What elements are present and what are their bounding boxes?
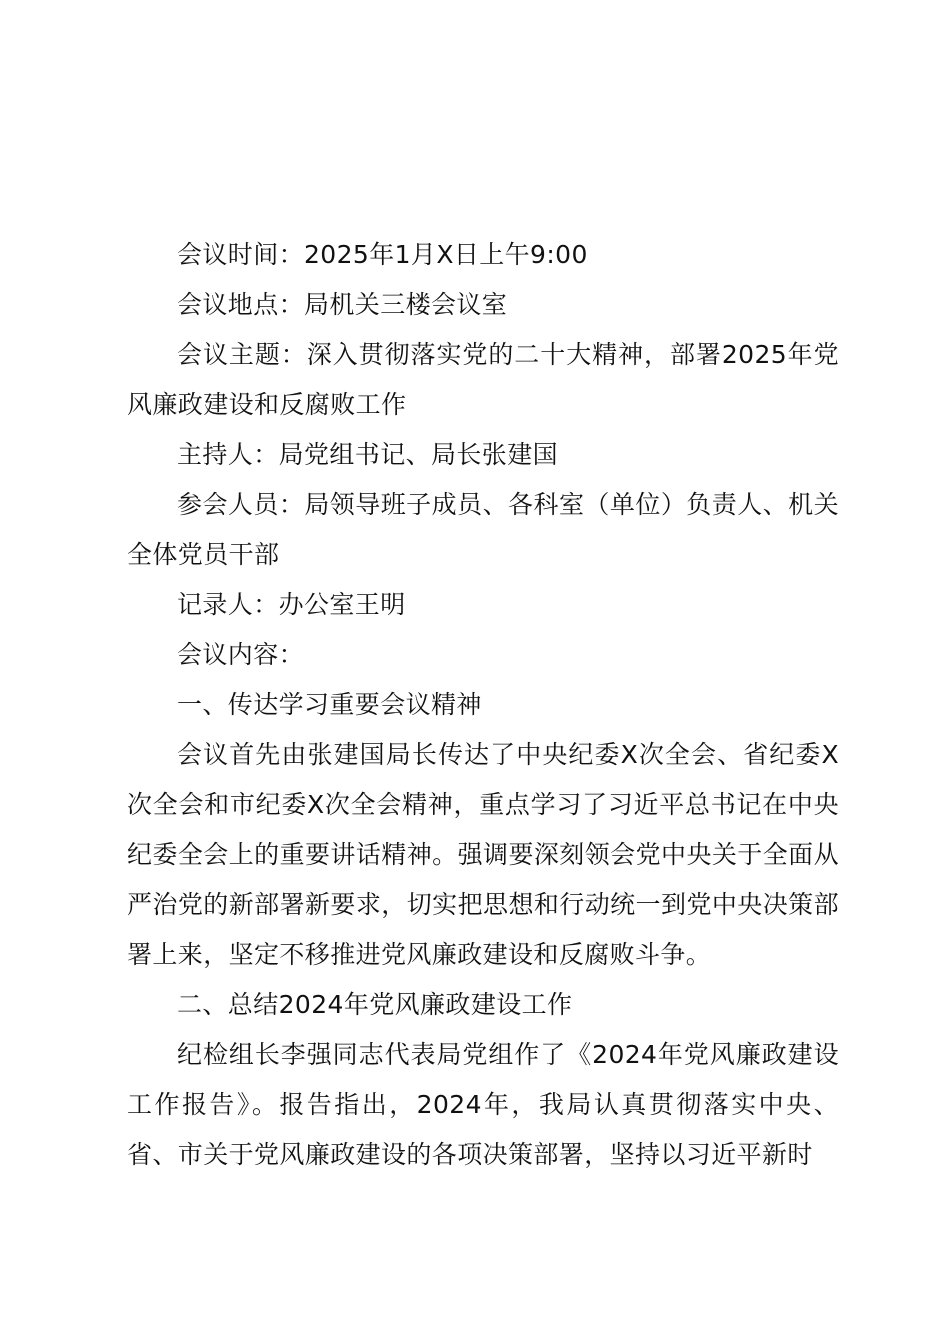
meeting-time: 会议时间：2025年1月X日上午9:00: [177, 240, 588, 269]
meeting-recorder: 记录人：办公室王明: [177, 590, 406, 619]
meeting-host: 主持人：局党组书记、局长张建国: [177, 440, 559, 469]
section-body-1: 会议首先由张建国局长传达了中央纪委X次全会、省纪委X次全会和市纪委X次全会精神，重点学习了习近平总书记在中央纪委全会上的重要讲话精神。强调要深刻领会党中央关于全面从严治党的新部署新要求，切实把思想和行动统一到党中央决策部署上来，坚定不移推进党风廉政建设和反腐败斗争。: [127, 740, 839, 969]
meeting-theme: 会议主题：深入贯彻落实党的二十大精神，部署2025年党风廉政建设和反腐败工作: [127, 340, 839, 419]
section-body-2: 纪检组长李强同志代表局党组作了《2024年党风廉政建设工作报告》。报告指出，2024年，我局认真贯彻落实中央、省、市关于党风廉政建设的各项决策部署，坚持以习近平新时: [127, 1040, 839, 1169]
meeting-content-label: 会议内容：: [177, 640, 305, 669]
section-heading-2: 二、总结2024年党风廉政建设工作: [177, 990, 573, 1019]
section-heading-1: 一、传达学习重要会议精神: [177, 690, 482, 719]
meeting-attendees: 参会人员：局领导班子成员、各科室（单位）负责人、机关全体党员干部: [127, 490, 839, 569]
meeting-location: 会议地点：局机关三楼会议室: [177, 290, 508, 319]
document-body: [127, 230, 839, 1180]
